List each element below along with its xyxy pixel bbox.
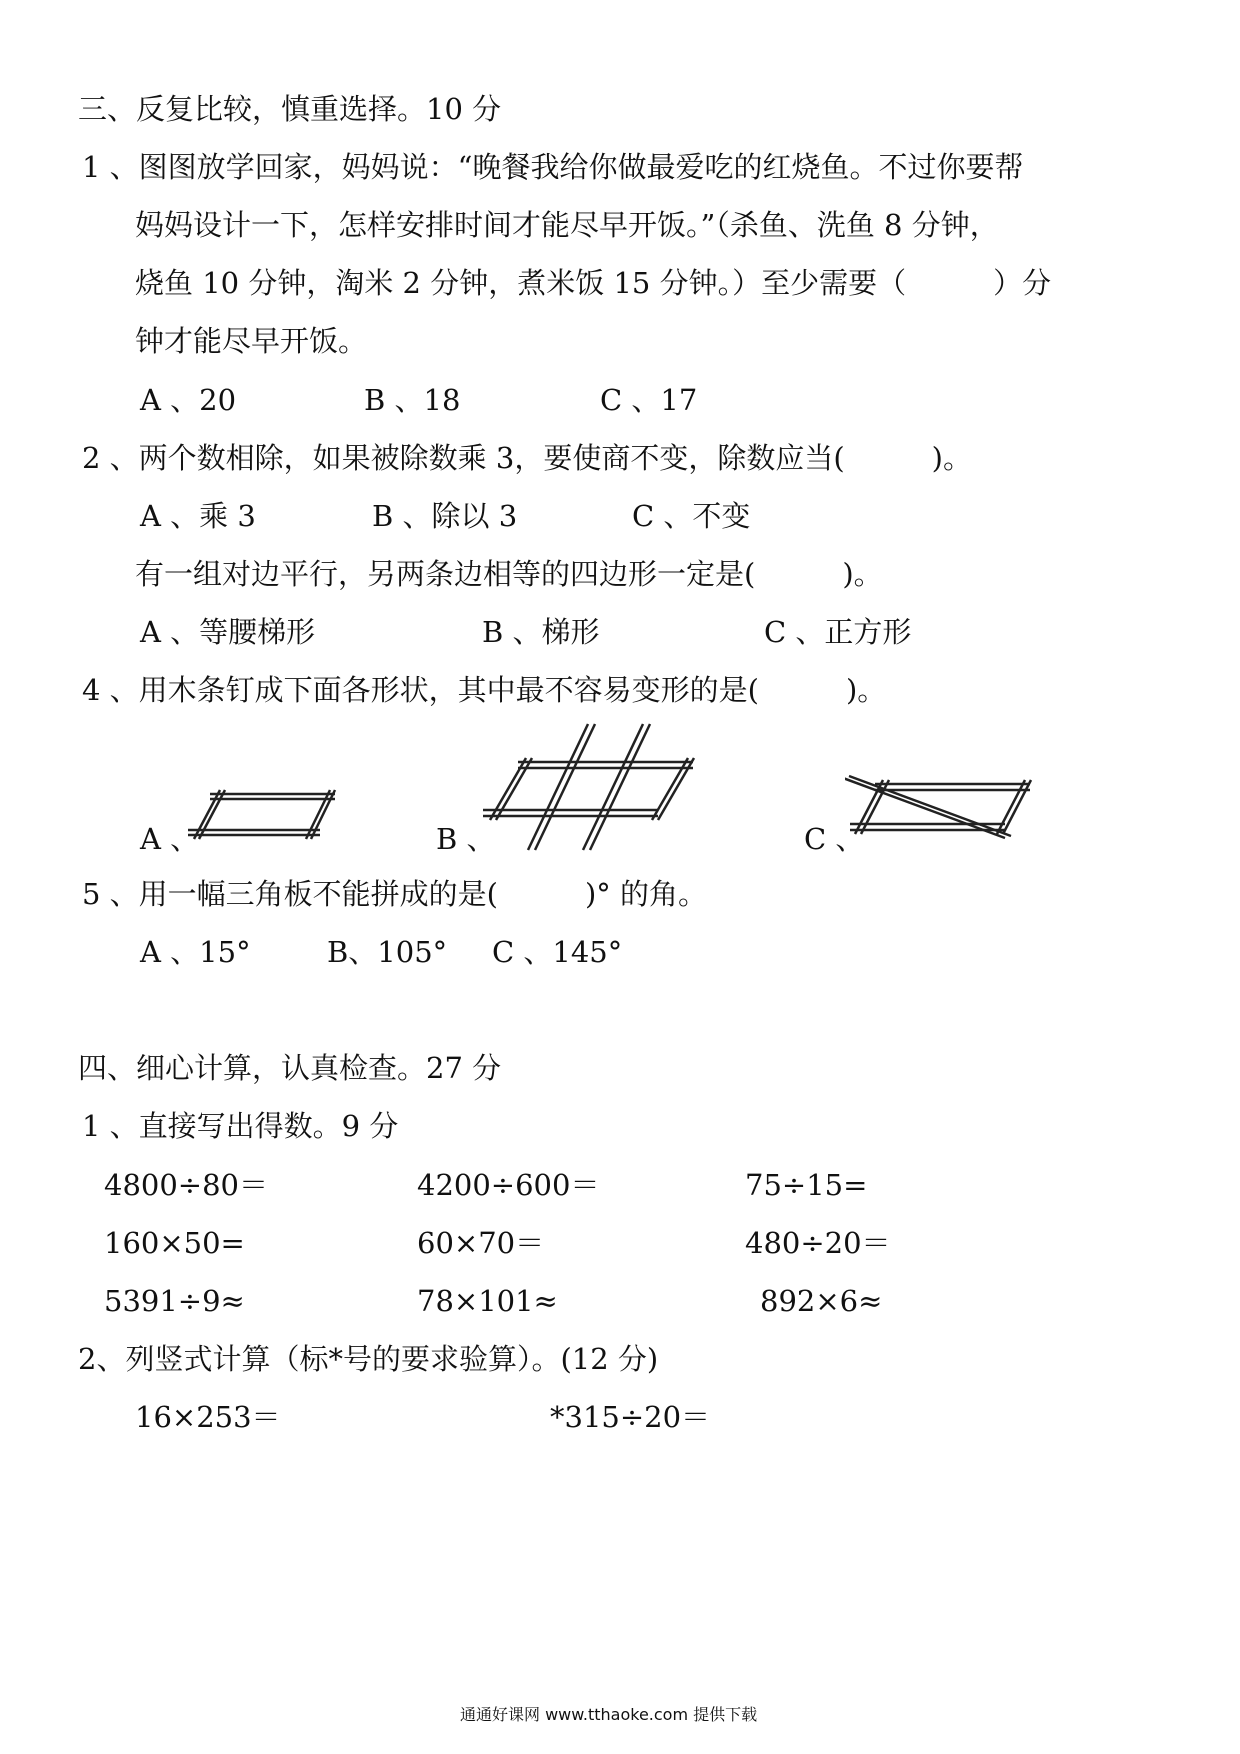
s4-q2-label: 2、列竖式计算（标*号的要求验算）。(12 分) xyxy=(78,1342,659,1376)
calc-r1-c3: 75÷15= xyxy=(745,1168,868,1202)
q3-option-c: C 、正方形 xyxy=(764,615,912,649)
calc-r1-c1: 4800÷80＝ xyxy=(104,1168,269,1202)
q5-text: 5 、用一幅三角板不能拼成的是( )° 的角。 xyxy=(82,877,708,911)
vertical-calc-2: *315÷20＝ xyxy=(550,1400,711,1434)
q1-option-c: C 、17 xyxy=(600,383,698,417)
calc-r2-c1: 160×50= xyxy=(104,1226,245,1260)
q5-option-b: B、105° xyxy=(327,935,448,969)
calc-r1-c2: 4200÷600＝ xyxy=(417,1168,600,1202)
q3-option-b: B 、梯形 xyxy=(482,615,600,649)
q2-option-c: C 、不变 xyxy=(632,499,751,533)
section3-title: 三、反复比较，慎重选择。10 分 xyxy=(78,92,502,126)
s4-q1-label: 1 、直接写出得数。9 分 xyxy=(82,1109,399,1143)
q1-option-a: A 、20 xyxy=(140,383,237,417)
q3-text: 有一组对边平行，另两条边相等的四边形一定是( )。 xyxy=(135,557,883,591)
q2-text: 2 、两个数相除，如果被除数乘 3，要使商不变，除数应当( )。 xyxy=(82,441,972,475)
q4-option-a: A 、 xyxy=(140,822,200,856)
q4-option-b: B 、 xyxy=(436,822,496,856)
calc-r2-c3: 480÷20＝ xyxy=(745,1226,891,1260)
q1-option-b: B 、18 xyxy=(364,383,461,417)
figure-b-braced-parallelogram xyxy=(478,722,698,852)
q2-option-b: B 、除以 3 xyxy=(372,499,518,533)
figure-a-parallelogram xyxy=(180,784,340,844)
calc-r3-c2: 78×101≈ xyxy=(417,1284,558,1318)
calc-r3-c1: 5391÷9≈ xyxy=(104,1284,245,1318)
q1-line1: 1 、图图放学回家，妈妈说：“晚餐我给你做最爱吃的红烧鱼。不过你要帮 xyxy=(82,150,1024,184)
calc-r3-c3: 892×6≈ xyxy=(760,1284,883,1318)
q2-option-a: A 、乘 3 xyxy=(140,499,256,533)
q5-option-a: A 、15° xyxy=(140,935,251,969)
q3-option-a: A 、等腰梯形 xyxy=(140,615,316,649)
q1-line2: 妈妈设计一下，怎样安排时间才能尽早开饭。”（杀鱼、洗鱼 8 分钟， xyxy=(135,208,999,242)
q5-option-c: C 、145° xyxy=(492,935,623,969)
q1-line4: 钟才能尽早开饭。 xyxy=(135,324,368,358)
figure-c-diagonal-brace xyxy=(845,772,1035,842)
calc-r2-c2: 60×70＝ xyxy=(417,1226,545,1260)
q4-text: 4 、用木条钉成下面各形状，其中最不容易变形的是( )。 xyxy=(82,673,887,707)
q4-option-c: C 、 xyxy=(804,822,865,856)
section4-title: 四、细心计算，认真检查。27 分 xyxy=(78,1051,502,1085)
q1-line3: 烧鱼 10 分钟，淘米 2 分钟，煮米饭 15 分钟。）至少需要（ ）分 xyxy=(135,266,1052,300)
vertical-calc-1: 16×253＝ xyxy=(135,1400,281,1434)
footer-credit: 通通好课网 www.tthaoke.com 提供下载 xyxy=(460,1705,758,1724)
